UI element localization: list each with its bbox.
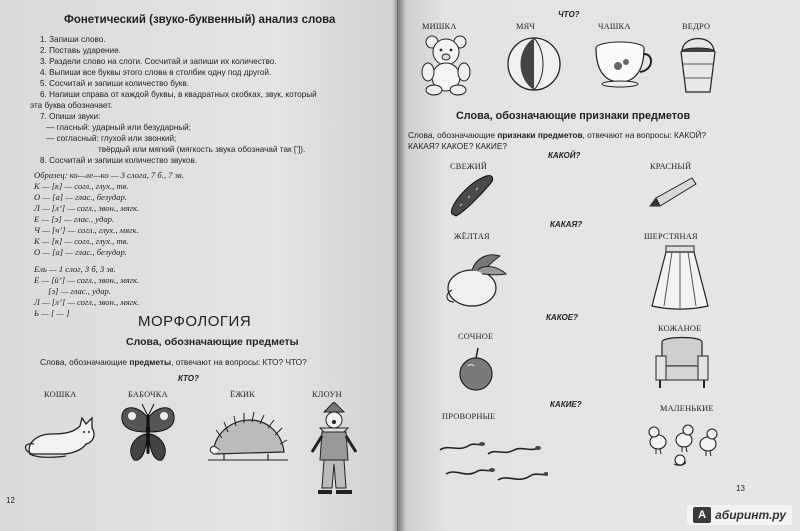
caption-vedro: ВЕДРО	[682, 22, 711, 31]
caption-svezhiy: СВЕЖИЙ	[450, 162, 488, 171]
caption-mishka: МИШКА	[422, 22, 457, 31]
step-3: 3. Раздели слово на слоги. Сосчитай и запиши их количество.	[40, 57, 277, 66]
caption-provornye: ПРОВОРНЫЕ	[442, 412, 496, 421]
page-number-left: 12	[6, 496, 15, 505]
armchair-picture	[654, 336, 710, 390]
step-7: 7. Опиши звуки:	[40, 112, 101, 121]
question-kakaya: КАКАЯ?	[550, 220, 583, 229]
question-kakie: КАКИЕ?	[550, 400, 582, 409]
question-kakoe: КАКОЕ?	[546, 313, 578, 322]
apple-picture	[456, 346, 496, 392]
objects-intro: Слова, обозначающие предметы, отвечают на вопросы: КТО? ЧТО?	[40, 357, 307, 367]
example-2-line: Е — [й’] — согл., звон., мягк.	[34, 275, 140, 285]
caption-kozhanoe: КОЖАНОЕ	[658, 324, 702, 333]
step-6-cont: эта буква обозначает.	[30, 101, 113, 110]
caption-krasnyy: КРАСНЫЙ	[650, 162, 692, 171]
example-1-header: Образец: ко—ле—ко — 3 слога, 7 б., 7 зв.	[34, 170, 184, 180]
labirint-watermark	[687, 505, 792, 525]
caption-koshka: КОШКА	[44, 390, 77, 399]
caption-myach: МЯЧ	[516, 22, 536, 31]
question-kto: КТО?	[178, 374, 199, 383]
question-chto: ЧТО?	[558, 10, 580, 19]
example-2-line: [э] — глас., удар.	[48, 286, 111, 296]
book-gutter	[392, 0, 406, 531]
objects-subheading: Слова, обозначающие предметы	[126, 336, 299, 348]
example-1-line: К — [к] — согл., глух., тв.	[34, 236, 129, 246]
example-2-line: Л — [л’] — согл., звон., мягк.	[34, 297, 140, 307]
left-page	[0, 0, 397, 531]
step-1: 1. Запиши слово.	[40, 35, 106, 44]
watermark-text: абиринт.ру	[715, 508, 786, 522]
chicks-picture	[644, 420, 724, 470]
step-2: 2. Поставь ударение.	[40, 46, 121, 55]
example-1-line: Е — [э] — глас., удар.	[34, 214, 115, 224]
cat-picture	[22, 404, 102, 462]
caption-sochnoe: СОЧНОЕ	[458, 332, 494, 341]
caption-zheltaya: ЖЁЛТАЯ	[454, 232, 490, 241]
bucket-picture	[678, 34, 718, 96]
pencil-picture	[648, 176, 698, 210]
right-page	[398, 0, 800, 531]
example-1-line: Ч — [ч’] — согл., глух., мягк.	[34, 225, 139, 235]
step-6: 6. Напиши справа от каждой буквы, в квадратных скобках, звук, который	[40, 90, 317, 99]
teddy-bear-picture	[420, 34, 472, 96]
question-kakoy: КАКОЙ?	[548, 151, 581, 160]
cup-picture	[592, 40, 656, 88]
hedgehog-picture	[208, 408, 288, 464]
cucumber-picture	[446, 174, 496, 218]
example-1-line: К — [к] — согл., глух., тв.	[34, 181, 129, 191]
caption-babochka: БАБОЧКА	[128, 390, 168, 399]
example-1-line: О — [а] — глас., безудар.	[34, 247, 127, 257]
page-number-right: 13	[736, 484, 745, 493]
step-4: 4. Выпиши все буквы этого слова в столбик одну под другой.	[40, 68, 272, 77]
example-2-header: Ель — 1 слог, 3 б, 3 зв.	[34, 264, 116, 274]
caption-kloun: КЛОУН	[312, 390, 342, 399]
step-5: 5. Сосчитай и запиши количество букв.	[40, 79, 190, 88]
step-7-hard-soft: твёрдый или мягкий (мягкость звука обозначай так [’]).	[98, 145, 306, 154]
caption-chashka: ЧАШКА	[598, 22, 631, 31]
caption-malenkie: МАЛЕНЬКИЕ	[660, 404, 714, 413]
step-7-vowel: — гласный: ударный или безударный;	[46, 123, 191, 132]
attributes-intro-line2: КАКАЯ? КАКОЕ? КАКИЕ?	[408, 141, 507, 151]
step-8: 8. Сосчитай и запиши количество звуков.	[40, 156, 198, 165]
phonetic-analysis-title: Фонетический (звуко-буквенный) анализ слова	[64, 14, 336, 26]
caption-yozhik: ЁЖИК	[230, 390, 256, 399]
lizards-picture	[438, 430, 548, 492]
caption-sherstyanaya: ШЕРСТЯНАЯ	[644, 232, 698, 241]
example-1-line: Л — [л’] — согл., звон., мягк.	[34, 203, 140, 213]
example-2-line: Ь — [ — ]	[34, 308, 70, 318]
attributes-heading: Слова, обозначающие признаки предметов	[456, 110, 691, 122]
example-1-line: О — [а] — глас., безудар.	[34, 192, 127, 202]
turnip-picture	[444, 250, 508, 310]
attributes-intro: Слова, обозначающие признаки предметов, отвечают на вопросы: КАКОЙ?	[408, 130, 707, 140]
ball-picture	[506, 36, 562, 92]
clown-picture	[310, 402, 358, 498]
morphology-heading: МОРФОЛОГИЯ	[138, 313, 252, 330]
step-7-consonant: — согласный: глухой или звонкий;	[46, 134, 177, 143]
skirt-picture	[650, 244, 710, 310]
labirint-logo-icon: А	[693, 507, 711, 523]
butterfly-picture	[116, 402, 180, 466]
